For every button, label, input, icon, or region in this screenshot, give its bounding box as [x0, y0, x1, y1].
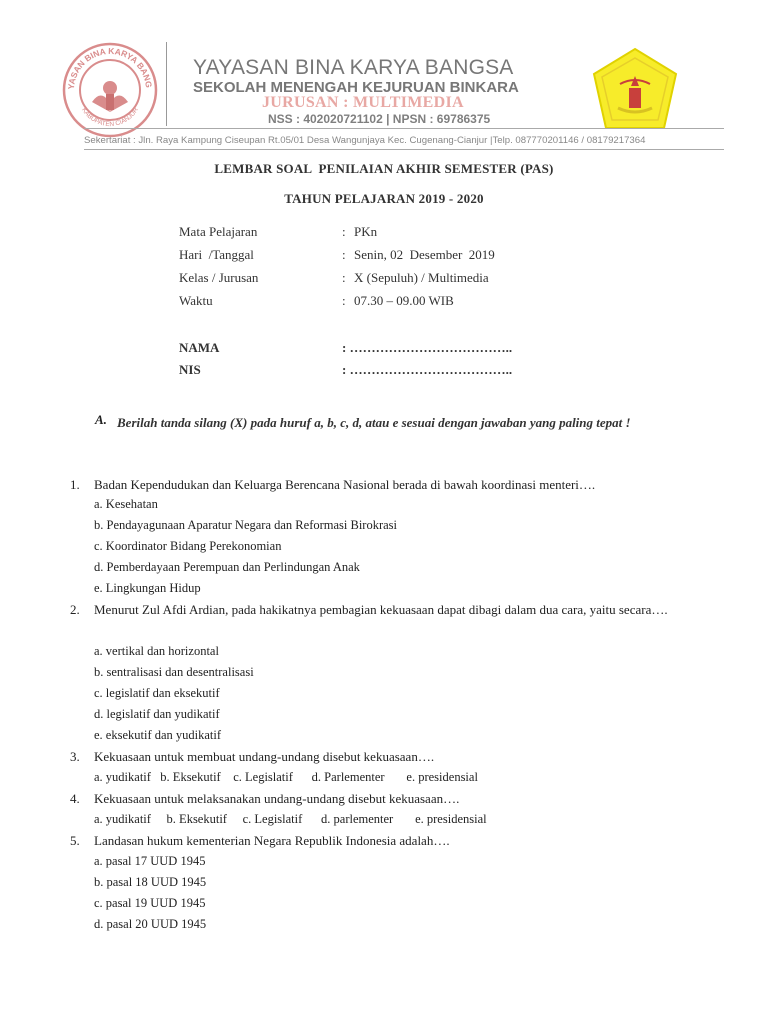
student-id-field: : ………………………………..: [342, 362, 513, 377]
foundation-name: YAYASAN BINA KARYA BANGSA: [193, 56, 514, 79]
school-address: Sekertariat : Jln. Raya Kampung Ciseupan Rt.05/01 Desa Wangunjaya Kec. Cugenang-Cianjur |Telp. 087770201146 / 08179217364: [84, 135, 646, 146]
school-logo-right: [590, 46, 680, 132]
logo-left-ring-text: YASAN BINA KARYA BANG: [65, 45, 155, 90]
info-label-date: Hari /Tanggal: [179, 247, 254, 262]
answer-option: d. Pemberdayaan Perempuan dan Perlindungan Anak: [94, 560, 360, 574]
answer-option: e. eksekutif dan yudikatif: [94, 728, 222, 742]
question-number: 1.: [70, 477, 80, 492]
question-text: Kekuasaan untuk membuat undang-undang disebut kekuasaan….: [94, 749, 435, 764]
header-rule-bottom: [84, 149, 724, 150]
question-number: 3.: [70, 749, 80, 764]
header-vertical-divider: [166, 42, 167, 126]
info-value-date: Senin, 02 Desember 2019: [354, 247, 495, 262]
question-number: 5.: [70, 833, 80, 848]
school-logo-left: [62, 42, 158, 138]
answer-option: c. pasal 19 UUD 1945: [94, 896, 206, 910]
logo-left-bottom-text: KABUPATEN CIANJUR: [80, 106, 140, 129]
school-name: SEKOLAH MENENGAH KEJURUAN BINKARA: [193, 79, 519, 96]
header-rule-top: [84, 128, 724, 129]
answer-option: b. Pendayagunaan Aparatur Negara dan Reformasi Birokrasi: [94, 518, 398, 532]
info-label-subject: Mata Pelajaran: [179, 224, 258, 239]
answer-option: e. Lingkungan Hidup: [94, 581, 201, 595]
answer-option: b. sentralisasi dan desentralisasi: [94, 665, 254, 679]
answer-options-inline: a. yudikatif b. Eksekutif c. Legislatif d. parlementer e. presidensial: [94, 812, 487, 826]
exam-title: LEMBAR SOAL PENILAIAN AKHIR SEMESTER (PAS): [214, 161, 554, 176]
info-value-subject: PKn: [354, 224, 378, 239]
question-text: Badan Kependudukan dan Keluarga Berencana Nasional berada di bawah koordinasi menteri….: [94, 477, 596, 492]
answer-option: a. pasal 17 UUD 1945: [94, 854, 206, 868]
info-value-class: X (Sepuluh) / Multimedia: [354, 270, 489, 285]
answer-option: c. Koordinator Bidang Perekonomian: [94, 539, 282, 553]
answer-option: d. legislatif dan yudikatif: [94, 707, 220, 721]
info-colon: :: [342, 270, 346, 285]
info-label-time: Waktu: [179, 293, 213, 308]
info-colon: :: [342, 247, 346, 262]
registration-numbers: NSS : 402020721102 | NPSN : 69786375: [268, 112, 491, 126]
answer-option: a. Kesehatan: [94, 497, 158, 511]
question-text: Landasan hukum kementerian Negara Republik Indonesia adalah….: [94, 833, 450, 848]
info-colon: :: [342, 293, 346, 308]
answer-option: d. pasal 20 UUD 1945: [94, 917, 207, 931]
question-number: 4.: [70, 791, 80, 806]
info-colon: :: [342, 224, 346, 239]
student-name-field: : ………………………………..: [342, 340, 513, 355]
info-value-time: 07.30 – 09.00 WIB: [354, 293, 454, 308]
section-letter: A.: [95, 412, 107, 427]
student-name-label: NAMA: [179, 340, 220, 355]
question-number: 2.: [70, 602, 80, 617]
question-text: Menurut Zul Afdi Ardian, pada hakikatnya pembagian kekuasaan dapat dibagi dalam dua cara, yaitu secara….: [94, 602, 668, 617]
answer-option: a. vertikal dan horizontal: [94, 644, 219, 658]
academic-year: TAHUN PELAJARAN 2019 - 2020: [284, 191, 484, 206]
section-instruction: Berilah tanda silang (X) pada huruf a, b, c, d, atau e sesuai dengan jawaban yang paling tepat !: [117, 415, 631, 430]
answer-option: b. pasal 18 UUD 1945: [94, 875, 207, 889]
department-name: JURUSAN : MULTIMEDIA: [262, 94, 464, 111]
student-id-label: NIS: [179, 362, 201, 377]
question-text: Kekuasaan untuk melaksanakan undang-undang disebut kekuasaan….: [94, 791, 460, 806]
info-label-class: Kelas / Jurusan: [179, 270, 259, 285]
answer-options-inline: a. yudikatif b. Eksekutif c. Legislatif d. Parlementer e. presidensial: [94, 770, 478, 784]
answer-option: c. legislatif dan eksekutif: [94, 686, 220, 700]
